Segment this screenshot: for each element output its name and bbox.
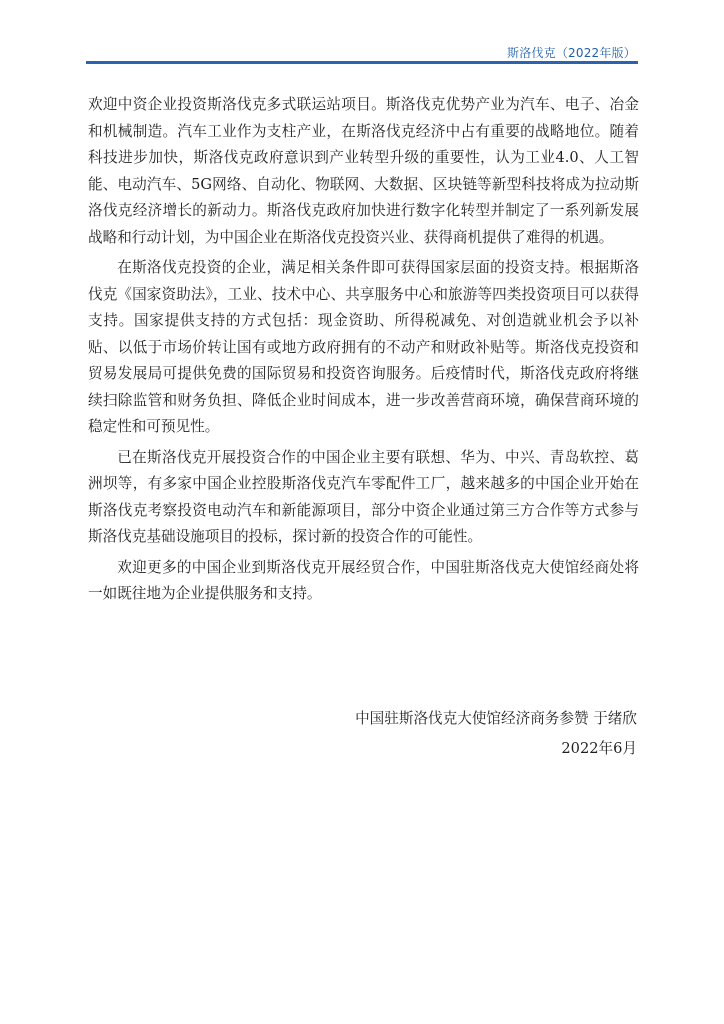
paragraph-1: 欢迎中资企业投资斯洛伐克多式联运站项目。斯洛伐克优势产业为汽车、电子、冶金和机械制造。汽车工业作为支柱产业，在斯洛伐克经济中占有重要的战略地位。随着科技进步加快，斯洛伐克政府意识到产业转型升级的重要性，认为工业4.0、人工智能、电动汽车、5G网络、自动化、物联网、大数据、区块链等新型科技将成为拉动斯洛伐克经济增长的新动力。斯洛伐克政府加快进行数字化转型并制定了一系列新发展战略和行动计划，为中国企业在斯洛伐克投资兴业、获得商机提供了难得的机遇。 xyxy=(88,96,639,246)
signature-author: 中国驻斯洛伐克大使馆经济商务参赞 于绪欣 xyxy=(355,710,637,727)
paragraph-4: 欢迎更多的中国企业到斯洛伐克开展经贸合作，中国驻斯洛伐克大使馆经商处将一如既往地为企业提供服务和支持。 xyxy=(88,558,639,602)
header-divider xyxy=(86,61,638,64)
signature-date: 2022年6月 xyxy=(561,740,637,757)
document-body xyxy=(88,92,639,612)
paragraph-3: 已在斯洛伐克开展投资合作的中国企业主要有联想、华为、中兴、青岛软控、葛洲坝等，有多家中国企业控股斯洛伐克汽车零配件工厂，越来越多的中国企业开始在斯洛伐克考察投资电动汽车和新能源项目，部分中资企业通过第三方合作等方式参与斯洛伐克基础设施项目的投标，探讨新的投资合作的可能性。 xyxy=(88,448,639,545)
paragraph-2: 在斯洛伐克投资的企业，满足相关条件即可获得国家层面的投资支持。根据斯洛伐克《国家资助法》，工业、技术中心、共享服务中心和旅游等四类投资项目可以获得支持。国家提供支持的方式包括：现金资助、所得税减免、对创造就业机会予以补贴、以低于市场价转让国有或地方政府拥有的不动产和财政补贴等。斯洛伐克投资和贸易发展局可提供免费的国际贸易和投资咨询服务。后疫情时代，斯洛伐克政府将继续扫除监管和财务负担、降低企业时间成本，进一步改善营商环境，确保营商环境的稳定性和可预见性。 xyxy=(88,259,639,435)
signature-block xyxy=(355,704,637,764)
running-header-title: 斯洛伐克（2022年版） xyxy=(507,46,636,60)
